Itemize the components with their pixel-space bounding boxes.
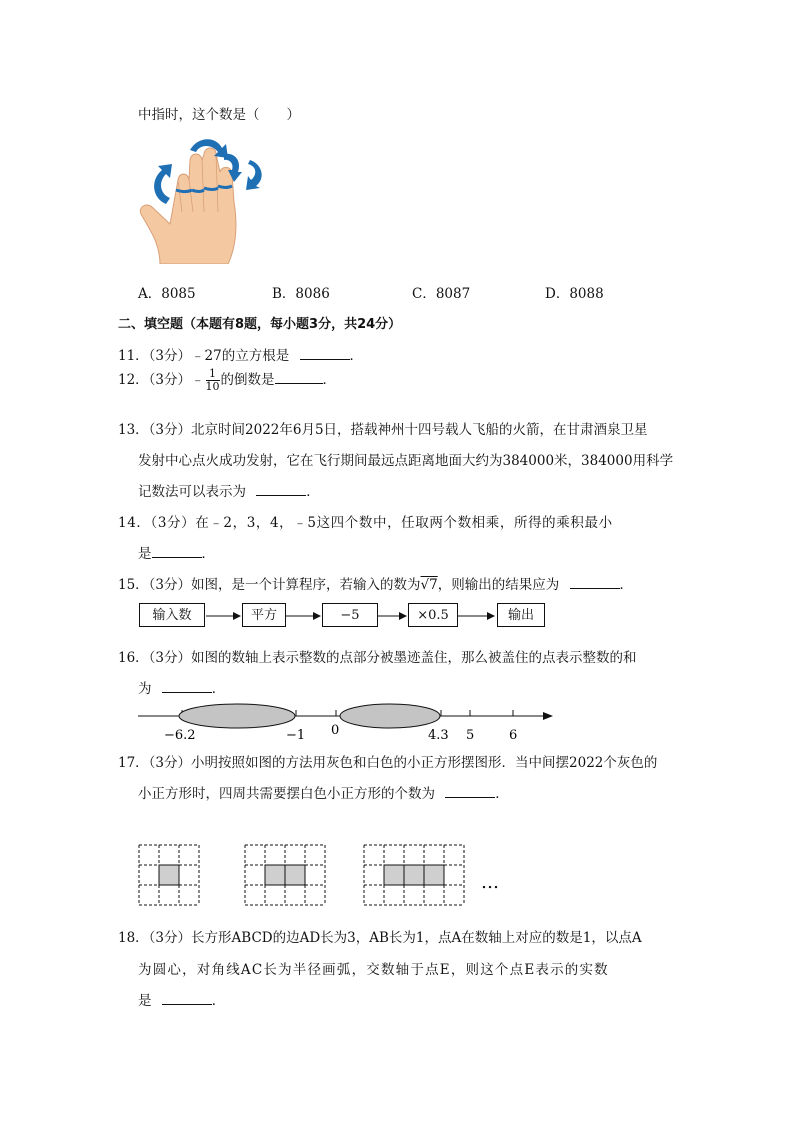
fraction-denominator: 10 [205, 380, 220, 393]
ellipsis: … [481, 872, 499, 893]
flow-input-box: 输入数 [139, 603, 205, 627]
flow-output-box: 输出 [497, 603, 545, 627]
question-12 [118, 368, 336, 393]
q13-line2: 发射中心点火成功发射，它在飞行期间最远点距离地面大约为384000米，384000用科学 [138, 453, 674, 469]
label-4-3: 4.3 [428, 728, 449, 743]
label-5: 5 [466, 728, 475, 743]
fraction-numerator: 1 [206, 368, 220, 381]
tile-patterns [136, 842, 516, 912]
q12-suffix: 的倒数是 [220, 372, 275, 388]
q16-line2-text: 为 [138, 681, 152, 697]
question-15 [118, 573, 633, 593]
option-a: A．8085 [138, 286, 196, 302]
flow-minus5-box: −5 [322, 603, 378, 627]
answer-blank [275, 371, 323, 384]
q11-end: ． [349, 348, 363, 364]
q13-line1: 13．（3分）北京时间2022年6月5日，搭载神州十四号载人飞船的火箭，在甘肃酒泉卫星 [118, 422, 648, 438]
q14-end: ． [201, 546, 215, 562]
section-heading: 二、填空题（本题有8题，每小题3分，共24分） [118, 317, 402, 332]
q16-line2 [138, 677, 225, 697]
q18-line2: 为圆心，对角线AC长为半径画弧，交数轴于点E，则这个点E表示的实数 [138, 962, 609, 978]
answer-blank [162, 992, 212, 1005]
flow-times-box: ×0.5 [408, 603, 458, 627]
flow-square-box: 平方 [242, 603, 286, 627]
fraction [206, 368, 220, 393]
q17-line2 [138, 782, 509, 802]
option-b: B．8086 [272, 286, 330, 302]
q12-prefix: 12．（3分）﹣ [118, 372, 205, 388]
q15-end: ． [619, 577, 634, 593]
sqrt7: √7 [420, 577, 438, 593]
q18-end: ． [211, 993, 226, 1009]
q15-prefix: 15．（3分）如图，是一个计算程序，若输入的数为 [118, 577, 421, 593]
answer-blank [300, 347, 350, 360]
pattern-1 [139, 845, 199, 905]
q14-line2-text: 是 [138, 546, 152, 562]
q16-line1: 16．（3分）如图的数轴上表示整数的点部分被墨迹盖住，那么被盖住的点表示整数的和 [118, 650, 637, 666]
hand-illustration [138, 132, 273, 264]
q13-line3-text: 记数法可以表示为 [138, 484, 246, 500]
q11-text: 11．（3分）﹣27的立方根是 [118, 348, 290, 364]
label-neg1: −1 [286, 728, 306, 743]
q17-end: ． [495, 786, 509, 802]
answer-blank [570, 576, 620, 589]
option-c: C．8087 [412, 286, 471, 302]
question-11 [118, 344, 363, 364]
q13-end: ． [306, 484, 320, 500]
q18-line3 [138, 989, 225, 1009]
q17-line2-text: 小正方形时，四周共需要摆白色小正方形的个数为 [138, 786, 435, 802]
label-0: 0 [331, 723, 340, 738]
answer-blank [152, 545, 202, 558]
q18-line3-text: 是 [138, 993, 152, 1009]
label-neg6-2: −6.2 [164, 728, 196, 743]
answer-blank [445, 785, 495, 798]
number-line [136, 700, 560, 746]
q13-line3 [138, 480, 320, 500]
ink-blot-right [340, 704, 440, 728]
q14-line1: 14．（3分）在﹣2，3，4，﹣5这四个数中，任取两个数相乘，所得的乘积最小 [118, 515, 613, 531]
ink-blot-left [179, 704, 295, 728]
q10-text: 中指时，这个数是（ ） [138, 107, 300, 123]
label-6: 6 [509, 728, 518, 743]
q14-line2 [138, 542, 215, 562]
option-d: D．8088 [545, 286, 604, 302]
pattern-3 [364, 845, 464, 905]
q17-line1: 17．（3分）小明按照如图的方法用灰色和白色的小正方形摆图形．当中间摆2022个灰色的 [118, 755, 658, 771]
answer-blank [162, 680, 212, 693]
q16-end: ． [211, 681, 226, 697]
q12-end: ． [322, 372, 337, 388]
q15-suffix: ，则输出的结果应为 [437, 577, 560, 593]
answer-blank [256, 483, 306, 496]
q18-line1: 18．（3分）长方形ABCD的边AD长为3，AB长为1，点A在数轴上对应的数是1，以点A [118, 930, 642, 946]
pattern-2 [245, 845, 325, 905]
